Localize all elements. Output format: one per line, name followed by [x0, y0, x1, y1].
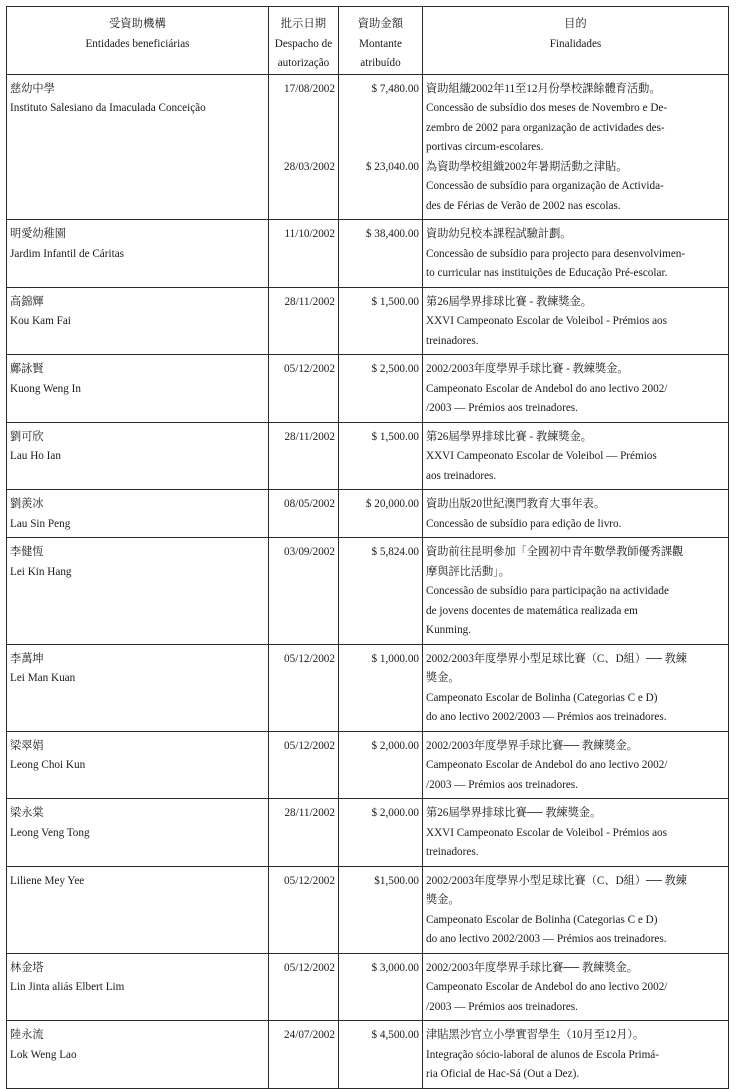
- header-entity-pt: Entidades beneficiárias: [85, 37, 190, 50]
- entity-cell-line: 鄺詠賢: [10, 363, 44, 375]
- purpose-cell-line: 資助幼兒校本課程試驗計劃。: [426, 228, 572, 240]
- table-row: [7, 74, 729, 220]
- table-row: [7, 866, 729, 953]
- amount-cell: [339, 644, 423, 731]
- purpose-cell-line: /2003 — Prémios aos treinadores.: [426, 402, 578, 414]
- purpose-cell-line: 第26屆學界排球比賽── 教練獎金。: [426, 807, 602, 819]
- purpose-cell-line: Concessão de subsídio dos meses de Novembro e De-: [426, 102, 668, 114]
- amount-cell: [339, 287, 423, 355]
- purpose-cell-line: 摩與評比活動」。: [426, 565, 510, 578]
- date-cell-line: 28/03/2002: [284, 160, 335, 173]
- date-cell-line: [272, 138, 335, 158]
- purpose-cell-line: treinadores.: [426, 846, 479, 858]
- amount-cell-line: $ 38,400.00: [365, 228, 419, 240]
- purpose-cell: [423, 220, 729, 288]
- amount-cell: [339, 74, 423, 220]
- entity-cell-line: 李健恆: [10, 546, 44, 558]
- date-cell-line: [272, 99, 335, 119]
- date-cell: [269, 866, 339, 953]
- entity-cell-line: 林金塔: [10, 961, 44, 974]
- purpose-cell-line: Campeonato Escolar de Andebol do ano lectivo 2002/: [426, 759, 668, 771]
- date-cell-line: 05/12/2002: [284, 961, 335, 974]
- date-cell-line: 05/12/2002: [284, 652, 335, 665]
- entity-cell: [7, 644, 269, 731]
- purpose-cell-line: do ano lectivo 2002/2003 — Prémios aos treinadores.: [426, 933, 667, 945]
- amount-cell: [339, 355, 423, 423]
- amount-cell-line: $ 3,000.00: [371, 961, 419, 974]
- amount-cell: [339, 799, 423, 867]
- purpose-cell-line: 獎金。: [426, 894, 460, 906]
- entity-cell: [7, 538, 269, 645]
- purpose-cell-line: XXVI Campeonato Escolar de Voleibol — Prémios: [426, 450, 657, 462]
- purpose-cell-line: aos treinadores.: [426, 469, 497, 482]
- entity-cell-line: 明愛幼稚園: [10, 228, 66, 240]
- entity-cell-line: Kuong Weng In: [10, 382, 81, 395]
- purpose-cell-line: des de Férias de Verão de 2002 nas escolas.: [426, 199, 621, 212]
- purpose-cell-line: zembro de 2002 para organização de actividades des-: [426, 121, 665, 134]
- date-cell: [269, 644, 339, 731]
- grant-rows: [7, 74, 729, 1088]
- header-date: [269, 7, 339, 75]
- purpose-cell-line: 2002/2003年度學界小型足球比賽（C、D組）── 教練: [426, 874, 688, 887]
- purpose-cell-line: XXVI Campeonato Escolar de Voleibol - Prémios aos: [426, 315, 668, 327]
- date-cell-line: 11/10/2002: [284, 228, 335, 240]
- purpose-cell-line: portivas circum-escolares.: [426, 141, 544, 153]
- amount-cell-line: $ 20,000.00: [365, 498, 419, 510]
- amount-cell: [339, 220, 423, 288]
- purpose-cell-line: Campeonato Escolar de Bolinha (Categorias C e D): [426, 691, 658, 704]
- purpose-cell-line: 2002/2003年度學界手球比賽── 教練獎金。: [426, 961, 638, 974]
- date-cell-line: 05/12/2002: [284, 363, 335, 375]
- purpose-cell-line: /2003 — Prémios aos treinadores.: [426, 1000, 578, 1013]
- date-cell-line: 24/07/2002: [284, 1029, 335, 1041]
- entity-cell: [7, 731, 269, 799]
- entity-cell-line: Lei Man Kuan: [10, 672, 76, 684]
- amount-cell: [339, 953, 423, 1021]
- entity-cell-line: 李萬坤: [10, 652, 44, 665]
- entity-cell-line: Kou Kam Fai: [10, 315, 71, 327]
- date-cell-line: 03/09/2002: [284, 546, 335, 558]
- entity-cell-line: Jardim Infantil de Cáritas: [10, 247, 125, 260]
- date-cell: [269, 220, 339, 288]
- amount-cell: [339, 731, 423, 799]
- date-cell: [269, 953, 339, 1021]
- purpose-cell-line: 獎金。: [426, 672, 460, 684]
- table-row: [7, 538, 729, 645]
- entity-cell-line: 梁翠娟: [10, 739, 44, 752]
- purpose-cell-line: ria Oficial de Hac-Sá (Out a Dez).: [426, 1068, 580, 1080]
- header-amount: [339, 7, 423, 75]
- amount-cell-line: $ 1,000.00: [371, 652, 419, 665]
- entity-cell: [7, 1021, 269, 1089]
- purpose-cell-line: 第26屆學界排球比賽 - 教練獎金。: [426, 430, 592, 443]
- table-row: [7, 799, 729, 867]
- purpose-cell-line: 2002/2003年度學界小型足球比賽（C、D組）── 教練: [426, 652, 688, 665]
- amount-cell-line: $ 2,500.00: [371, 363, 419, 375]
- entity-cell: [7, 220, 269, 288]
- entity-cell: [7, 355, 269, 423]
- entity-cell-line: Lei Kin Hang: [10, 565, 72, 578]
- amount-cell-line: [342, 119, 419, 139]
- table-row: [7, 953, 729, 1021]
- amount-cell-line: $ 1,500.00: [371, 295, 419, 308]
- amount-cell-line: [342, 99, 419, 119]
- purpose-cell: [423, 287, 729, 355]
- purpose-cell-line: 資助出版20世紀澳門教育大事年表。: [426, 498, 606, 510]
- date-cell: [269, 538, 339, 645]
- purpose-cell-line: XXVI Campeonato Escolar de Voleibol - Prémios aos: [426, 826, 668, 839]
- header-date-zh: 批示日期: [280, 18, 327, 30]
- purpose-cell-line: Campeonato Escolar de Bolinha (Categorias C e D): [426, 913, 658, 926]
- purpose-cell: [423, 644, 729, 731]
- purpose-cell: [423, 799, 729, 867]
- header-amount-pt-2: atribuído: [360, 57, 401, 69]
- purpose-cell-line: Campeonato Escolar de Andebol do ano lectivo 2002/: [426, 981, 668, 993]
- purpose-cell-line: treinadores.: [426, 334, 479, 347]
- entity-cell-line: 劉羨冰: [10, 498, 44, 510]
- purpose-cell-line: 第26屆學界排球比賽 - 教練獎金。: [426, 295, 592, 308]
- amount-cell-line: $ 4,500.00: [371, 1029, 419, 1041]
- amount-cell: [339, 490, 423, 538]
- purpose-cell-line: Concessão de subsídio para projecto para desenvolvimen-: [426, 247, 686, 260]
- purpose-cell-line: 2002/2003年度學界手球比賽── 教練獎金。: [426, 739, 638, 752]
- date-cell-line: 28/11/2002: [284, 295, 335, 308]
- purpose-cell-line: Concessão de subsídio para organização de Activida-: [426, 180, 664, 192]
- amount-cell-line: $ 2,000.00: [371, 739, 419, 752]
- purpose-cell: [423, 866, 729, 953]
- table-row: [7, 287, 729, 355]
- purpose-cell: [423, 422, 729, 490]
- purpose-cell: [423, 953, 729, 1021]
- table-row: [7, 644, 729, 731]
- purpose-cell-line: Concessão de subsídio para participação na actividade: [426, 585, 669, 597]
- header-purpose: [423, 7, 729, 75]
- amount-cell-line: $ 23,040.00: [365, 160, 419, 173]
- entity-cell-line: Lau Ho Ian: [10, 450, 61, 462]
- header-purpose-zh: 目的: [564, 18, 587, 30]
- header-row: [7, 7, 729, 75]
- date-cell: [269, 490, 339, 538]
- table-row: [7, 1021, 729, 1089]
- date-cell: [269, 799, 339, 867]
- entity-cell: [7, 287, 269, 355]
- purpose-cell-line: do ano lectivo 2002/2003 — Prémios aos treinadores.: [426, 711, 667, 723]
- purpose-cell-line: 資助組織2002年11至12月份學校課餘體育活動。: [426, 82, 661, 95]
- header-purpose-pt: Finalidades: [549, 37, 602, 50]
- amount-cell-line: $ 2,000.00: [371, 807, 419, 819]
- entity-cell: [7, 74, 269, 220]
- purpose-cell: [423, 355, 729, 423]
- date-cell: [269, 287, 339, 355]
- purpose-cell-line: Campeonato Escolar de Andebol do ano lectivo 2002/: [426, 382, 668, 395]
- amount-cell: [339, 422, 423, 490]
- table-row: [7, 731, 729, 799]
- purpose-cell: [423, 490, 729, 538]
- amount-cell-line: $ 1,500.00: [371, 430, 419, 443]
- amount-cell-line: $ 7,480.00: [371, 82, 419, 95]
- purpose-cell-line: to curricular nas instituições de Educação Pré-escolar.: [426, 267, 668, 279]
- purpose-cell: [423, 538, 729, 645]
- date-cell-line: 05/12/2002: [284, 739, 335, 752]
- entity-cell-line: 陸永流: [10, 1029, 44, 1041]
- amount-cell-line: $1,500.00: [374, 874, 419, 887]
- date-cell-line: 17/08/2002: [284, 82, 335, 95]
- entity-cell: [7, 799, 269, 867]
- header-date-pt-2: autorização: [277, 57, 330, 69]
- table-row: [7, 422, 729, 490]
- entity-cell-line: 慈幼中學: [10, 82, 55, 95]
- purpose-cell: [423, 74, 729, 220]
- amount-cell: [339, 1021, 423, 1089]
- date-cell-line: [272, 119, 335, 139]
- entity-cell-line: 高錦輝: [10, 295, 44, 308]
- entity-cell-line: 劉可欣: [10, 430, 44, 443]
- entity-cell-line: Leong Choi Kun: [10, 759, 86, 771]
- entity-cell: [7, 953, 269, 1021]
- purpose-cell-line: 為資助學校組織2002年暑期活動之津貼。: [426, 160, 628, 173]
- entity-cell: [7, 490, 269, 538]
- header-amount-pt-1: Montante: [359, 37, 402, 50]
- date-cell: [269, 74, 339, 220]
- entity-cell-line: 梁永棠: [10, 807, 44, 819]
- purpose-cell-line: Integração sócio-laboral de alunos de Escola Primá-: [426, 1048, 659, 1061]
- purpose-cell-line: 資助前往昆明參加「全國初中青年數學教師優秀課觀: [426, 546, 684, 558]
- date-cell-line: 05/12/2002: [284, 874, 335, 887]
- table-row: [7, 220, 729, 288]
- purpose-cell-line: 2002/2003年度學界手球比賽 - 教練獎金。: [426, 363, 629, 375]
- header-amount-zh: 資助金額: [357, 18, 404, 30]
- purpose-cell-line: de jovens docentes de matemática realizada em: [426, 604, 638, 617]
- header-entity: [7, 7, 269, 75]
- date-cell-line: 08/05/2002: [284, 498, 335, 510]
- table-row: [7, 490, 729, 538]
- entity-cell-line: Leong Veng Tong: [10, 826, 90, 839]
- date-cell: [269, 731, 339, 799]
- purpose-cell-line: Kunming.: [426, 624, 472, 636]
- amount-cell: [339, 866, 423, 953]
- entity-cell-line: Instituto Salesiano da Imaculada Conceição: [10, 102, 206, 114]
- purpose-cell: [423, 1021, 729, 1089]
- amount-cell-line: [342, 138, 419, 158]
- amount-cell: [339, 538, 423, 645]
- entity-cell-line: Lin Jinta aliás Elbert Lim: [10, 981, 125, 993]
- header-entity-zh: 受資助機構: [109, 18, 166, 30]
- date-cell-line: 28/11/2002: [284, 807, 335, 819]
- entity-cell-line: Liliene Mey Yee: [10, 874, 85, 887]
- entity-cell-line: Lok Weng Lao: [10, 1048, 77, 1061]
- purpose-cell-line: Concessão de subsídio para edição de livro.: [426, 517, 622, 530]
- date-cell: [269, 355, 339, 423]
- entity-cell: [7, 866, 269, 953]
- grants-table: [6, 6, 729, 1089]
- date-cell: [269, 1021, 339, 1089]
- date-cell: [269, 422, 339, 490]
- purpose-cell: [423, 731, 729, 799]
- entity-cell-line: Lau Sin Peng: [10, 517, 71, 530]
- amount-cell-line: $ 5,824.00: [371, 546, 419, 558]
- date-cell-line: 28/11/2002: [284, 430, 335, 443]
- header-date-pt-1: Despacho de: [274, 37, 333, 50]
- table-row: [7, 355, 729, 423]
- purpose-cell-line: 津貼黑沙官立小學實習學生（10月至12月）。: [426, 1029, 645, 1041]
- entity-cell: [7, 422, 269, 490]
- purpose-cell-line: /2003 — Prémios aos treinadores.: [426, 778, 578, 791]
